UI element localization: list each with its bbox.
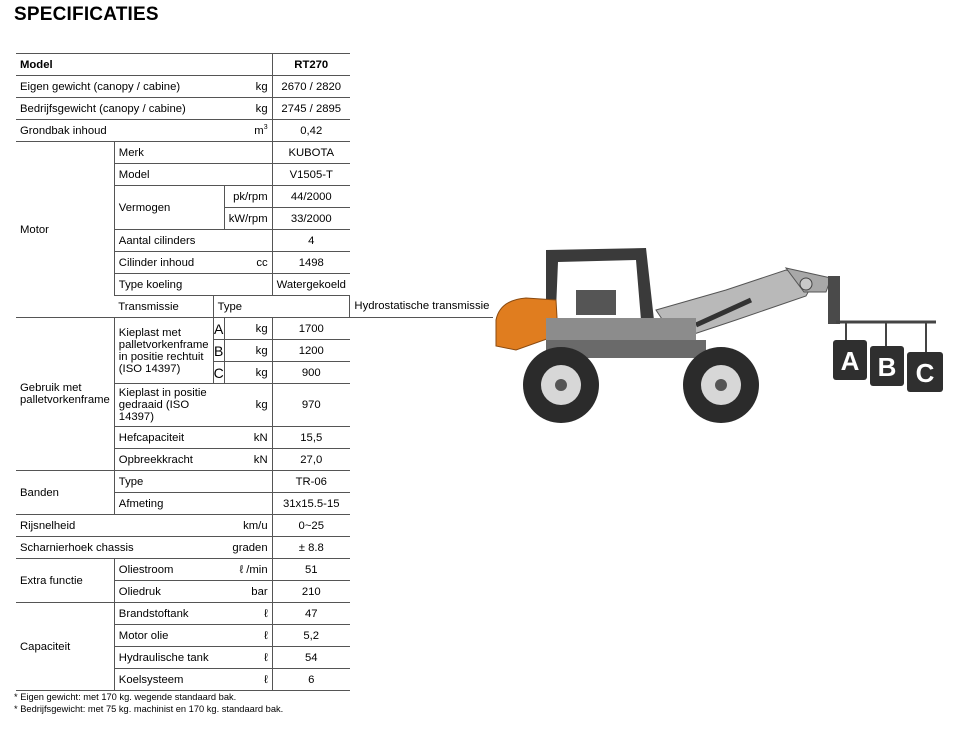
hydraulische-tank-unit: ℓ	[224, 647, 272, 669]
model-value: RT270	[272, 54, 350, 76]
brandstoftank-unit: ℓ	[224, 603, 272, 625]
vermogen-value: 44/2000	[272, 186, 350, 208]
koelsysteem-label: Koelsysteem	[114, 669, 224, 691]
table-row	[16, 471, 493, 493]
kieplast-label: Kieplast met palletvorkenframe in positie rechtuit (ISO 14397)	[114, 318, 213, 384]
vermogen-unit: kW/rpm	[224, 208, 272, 230]
table-row	[16, 515, 493, 537]
front-wheel	[683, 347, 759, 423]
grondbak-label: Grondbak inhoud	[16, 120, 224, 142]
oliedruk-label: Oliedruk	[114, 581, 224, 603]
table-row	[16, 120, 493, 142]
opbreekkracht-value: 27,0	[272, 449, 350, 471]
transmissie-label: Transmissie	[114, 296, 213, 318]
oliedruk-unit: bar	[224, 581, 272, 603]
motor-group-label: Motor	[16, 142, 114, 318]
oliestroom-unit: ℓ /min	[224, 559, 272, 581]
kieplast-position-a: A	[213, 318, 224, 340]
opbreekkracht-unit: kN	[224, 449, 272, 471]
kieplast-value: 1700	[272, 318, 350, 340]
table-row	[16, 98, 493, 120]
cilinder-inhoud-label: Cilinder inhoud	[114, 252, 224, 274]
weight-c	[907, 352, 943, 392]
transmissie-type-label: Type	[213, 296, 350, 318]
bedrijf-label: Bedrijfsgewicht (canopy / cabine)	[16, 98, 224, 120]
transmissie-value: Hydrostatische transmissie	[350, 296, 493, 318]
koeling-value: Watergekoeld	[272, 274, 350, 296]
cilinders-value: 4	[272, 230, 350, 252]
grondbak-unit: $m^3$	[224, 120, 272, 142]
kieplast-unit: kg	[224, 362, 272, 384]
footnote: * Eigen gewicht: met 170 kg. wegende standaard bak.	[14, 692, 237, 702]
oliestroom-label: Oliestroom	[114, 559, 224, 581]
brandstoftank-label: Brandstoftank	[114, 603, 224, 625]
kieplast-unit: kg	[224, 340, 272, 362]
banden-group-label: Banden	[16, 471, 114, 515]
hefcapaciteit-value: 15,5	[272, 427, 350, 449]
cilinders-label: Aantal cilinders	[114, 230, 272, 252]
kieplast-unit: kg	[224, 318, 272, 340]
extra-functie-label: Extra functie	[16, 559, 114, 603]
vermogen-value: 33/2000	[272, 208, 350, 230]
hydraulische-tank-label: Hydraulische tank	[114, 647, 224, 669]
koelsysteem-value: 6	[272, 669, 350, 691]
table-row	[16, 54, 493, 76]
eigen-value: 2670 / 2820	[272, 76, 350, 98]
cilinder-inhoud-unit: cc	[224, 252, 272, 274]
weight-label-b: B	[877, 352, 897, 382]
weight-a	[833, 340, 867, 380]
bedrijf-unit: kg	[224, 98, 272, 120]
gebruik-group-label: Gebruik met palletvorkenframe	[16, 318, 114, 471]
merk-label: Merk	[114, 142, 272, 164]
banden-type-label: Type	[114, 471, 272, 493]
banden-type-value: TR-06	[272, 471, 350, 493]
scharnierhoek-unit: graden	[224, 537, 272, 559]
kieplast-position-b: B	[213, 340, 224, 362]
weight-label-c: C	[915, 358, 935, 388]
koelsysteem-unit: ℓ	[224, 669, 272, 691]
model-label: Model	[16, 54, 272, 76]
vermogen-label: Vermogen	[114, 186, 224, 230]
grondbak-value: 0,42	[272, 120, 350, 142]
kieplast-gedraaid-label: Kieplast in positie gedraaid (ISO 14397)	[114, 384, 224, 427]
rijsnelheid-value: 0~25	[272, 515, 350, 537]
kieplast-position-c: C	[213, 362, 224, 384]
scharnierhoek-label: Scharnierhoek chassis	[16, 537, 224, 559]
scharnierhoek-value: ± 8.8	[272, 537, 350, 559]
footnotes	[14, 691, 283, 715]
kieplast-gedraaid-unit: kg	[224, 384, 272, 427]
capaciteit-label: Capaciteit	[16, 603, 114, 691]
motor-olie-label: Motor olie	[114, 625, 224, 647]
motor-olie-unit: ℓ	[224, 625, 272, 647]
hefcapaciteit-label: Hefcapaciteit	[114, 427, 224, 449]
cilinder-inhoud-value: 1498	[272, 252, 350, 274]
eigen-unit: kg	[224, 76, 272, 98]
table-row	[16, 76, 493, 98]
table-row	[16, 559, 493, 581]
afmeting-value: 31x15.5-15	[272, 493, 350, 515]
motor-olie-value: 5,2	[272, 625, 350, 647]
oliedruk-value: 210	[272, 581, 350, 603]
rijsnelheid-unit: km/u	[224, 515, 272, 537]
hydraulische-tank-value: 54	[272, 647, 350, 669]
rijsnelheid-label: Rijsnelheid	[16, 515, 224, 537]
page-title: SPECIFICATIES	[14, 4, 159, 25]
weight-b	[870, 346, 904, 386]
table-row	[16, 318, 493, 340]
cab	[546, 248, 654, 320]
motor-model-label: Model	[114, 164, 272, 186]
brandstoftank-value: 47	[272, 603, 350, 625]
motor-model-value: V1505-T	[272, 164, 350, 186]
weight-label-a: A	[840, 346, 860, 376]
bedrijf-value: 2745 / 2895	[272, 98, 350, 120]
hefcapaciteit-unit: kN	[224, 427, 272, 449]
afmeting-label: Afmeting	[114, 493, 272, 515]
rear-wheel	[523, 347, 599, 423]
loader-illustration	[486, 240, 948, 440]
koeling-label: Type koeling	[114, 274, 272, 296]
kieplast-value: 1200	[272, 340, 350, 362]
spec-table	[16, 53, 493, 691]
eigen-label: Eigen gewicht (canopy / cabine)	[16, 76, 224, 98]
footnote: * Bedrijfsgewicht: met 75 kg. machinist en 170 kg. standaard bak.	[14, 704, 284, 714]
table-row	[16, 142, 493, 164]
kieplast-value: 900	[272, 362, 350, 384]
table-row	[16, 603, 493, 625]
vermogen-unit: pk/rpm	[224, 186, 272, 208]
merk-value: KUBOTA	[272, 142, 350, 164]
kieplast-gedraaid-value: 970	[272, 384, 350, 427]
opbreekkracht-label: Opbreekkracht	[114, 449, 224, 471]
table-row	[16, 537, 493, 559]
oliestroom-value: 51	[272, 559, 350, 581]
